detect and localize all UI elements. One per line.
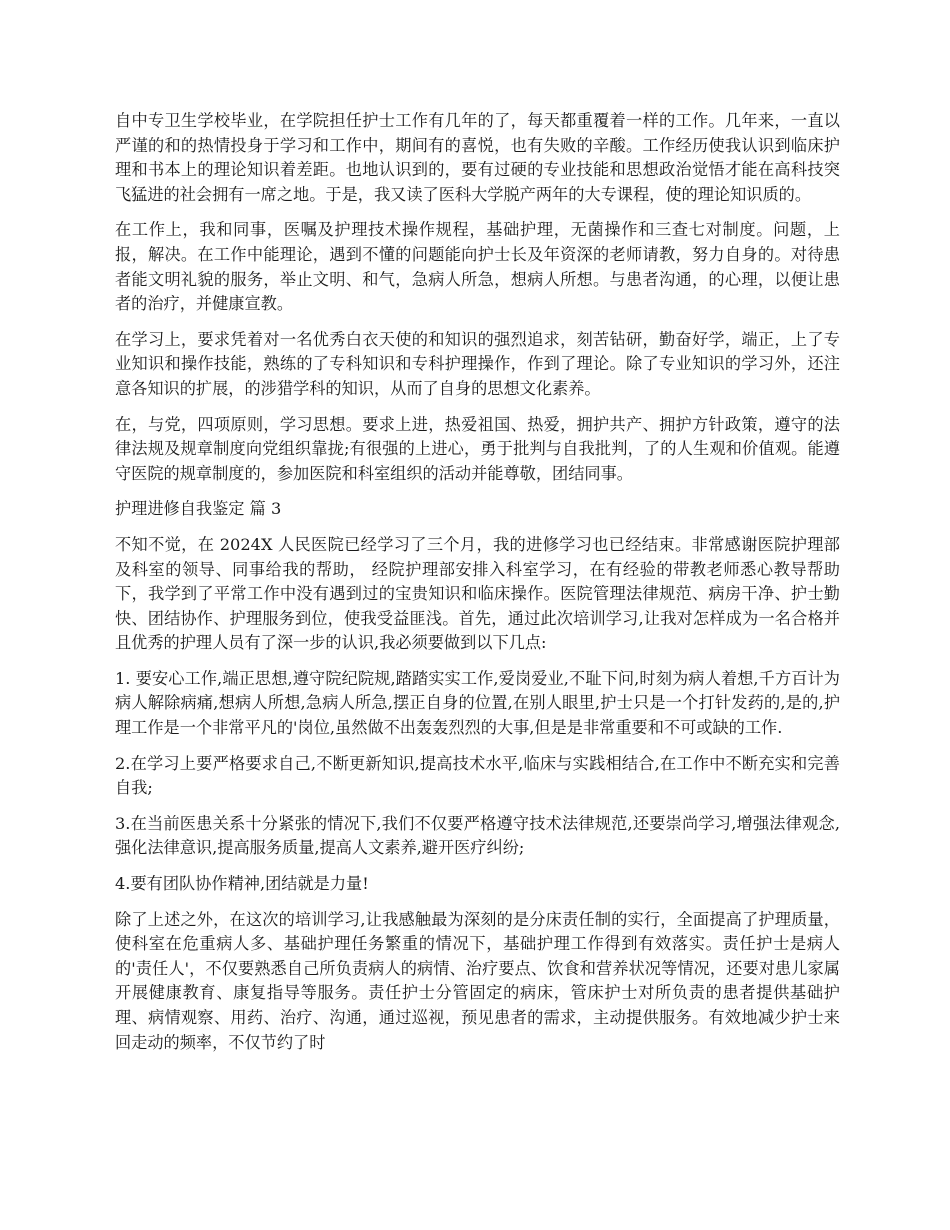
paragraph-education: 自中专卫生学校毕业，在学院担任护士工作有几年的了，每天都重覆着一样的工作。几年来，一直以严谨的和的热情投身于学习和工作中，期间有的喜悦，也有失败的辛酸。工作经历使我认识到临床护理和书本上的理论知识着差距。也地认识到的，要有过硬的专业技能和思想政治觉悟才能在高科技突飞猛进的社会拥有一席之地。于是，我又读了医科大学脱产两年的大专课程，使的理论知识质的。 [115, 111, 840, 204]
paragraph-intro: 不知不觉，在 2024X 人民医院已经学习了三个月，我的进修学习也已经结束。非常感谢医院护理部及科室的领导、同事给我的帮助， 经院护理部安排入科室学习，在有经验的带教老师悉心教导帮助下，我学到了平常工作中没有遇到过的宝贵知识和临床操作。医院管理法律规范、病房干净、护士勤快、团结协作、护理服务到位，使我受益匪浅。首先，通过此次培训学习,让我对怎样成为一名合格并且优秀的护理人员有了深一步的认识,我必须要做到以下几点: [115, 534, 840, 653]
paragraph-conclusion: 除了上述之外，在这次的培训学习,让我感触最为深刻的是分床责任制的实行，全面提高了护理质量，使科室在危重病人多、基础护理任务繁重的情况下，基础护理工作得到有效落实。责任护士是病人的'责任人'，不仅要熟悉自己所负责病人的病情、治疗要点、饮食和营养状况等情况，还要对患儿家属开展健康教育、康复指导等服务。责任护士分管固定的病床，管床护士对所负责的患者提供基础护理、病情观察、用药、治疗、沟通，通过巡视，预见患者的需求，主动提供服务。有效地减少护士来回走动的频率，不仅节约了时 [115, 909, 840, 1052]
section-heading: 护理进修自我鉴定 篇 3 [115, 499, 282, 519]
paragraph-study: 在学习上，要求凭着对一名优秀白衣天使的和知识的强烈追求，刻苦钻研，勤奋好学，端正，上了专业知识和操作技能，熟练的了专科知识和专科护理操作，作到了理论。除了专业知识的学习外，还注意各知识的扩展，的涉猎学科的知识，从而了自身的思想文化素养。 [115, 329, 840, 398]
list-item-2: 2.在学习上要严格要求自己,不断更新知识,提高技术水平,临床与实践相结合,在工作中不断充实和完善自我; [115, 753, 840, 798]
document-page [115, 109, 840, 1066]
list-item-1: 1. 要安心工作,端正思想,遵守院纪院规,踏踏实实工作,爱岗爱业,不耻下问,时刻为病人着想,千方百计为病人解除病痛,想病人所想,急病人所急,摆正自身的位置,在别人眼里,护士只是一个打针发药的,是的,护理工作是一个非常平凡的'岗位,虽然做不出轰轰烈烈的大事,但是是非常重要和不可或缺的工作. [115, 668, 840, 738]
list-item-4: 4.要有团队协作精神,团结就是力量! [115, 874, 369, 894]
paragraph-politics: 在，与党，四项原则，学习思想。要求上进，热爱祖国、热爱，拥护共产、拥护方针政策，遵守的法律法规及规章制度向党组织靠拢;有很强的上进心，勇于批判与自我批判，了的人生观和价值观。能遵守医院的规章制度的，参加医院和科室组织的活动并能尊敬，团结同事。 [115, 414, 840, 483]
list-item-3: 3.在当前医患关系十分紧张的情况下,我们不仅要严格遵守技术法律规范,还要崇尚学习,增强法律观念,强化法律意识,提高服务质量,提高人文素养,避开医疗纠纷; [115, 813, 840, 858]
paragraph-work: 在工作上，我和同事，医嘱及护理技术操作规程，基础护理，无菌操作和三查七对制度。问题，上报，解决。在工作中能理论，遇到不懂的问题能向护士长及年资深的老师请教，努力自身的。对待患者能文明礼貌的服务，举止文明、和气，急病人所急，想病人所想。与患者沟通，的心理，以便让患者的治疗，并健康宣教。 [115, 220, 840, 314]
